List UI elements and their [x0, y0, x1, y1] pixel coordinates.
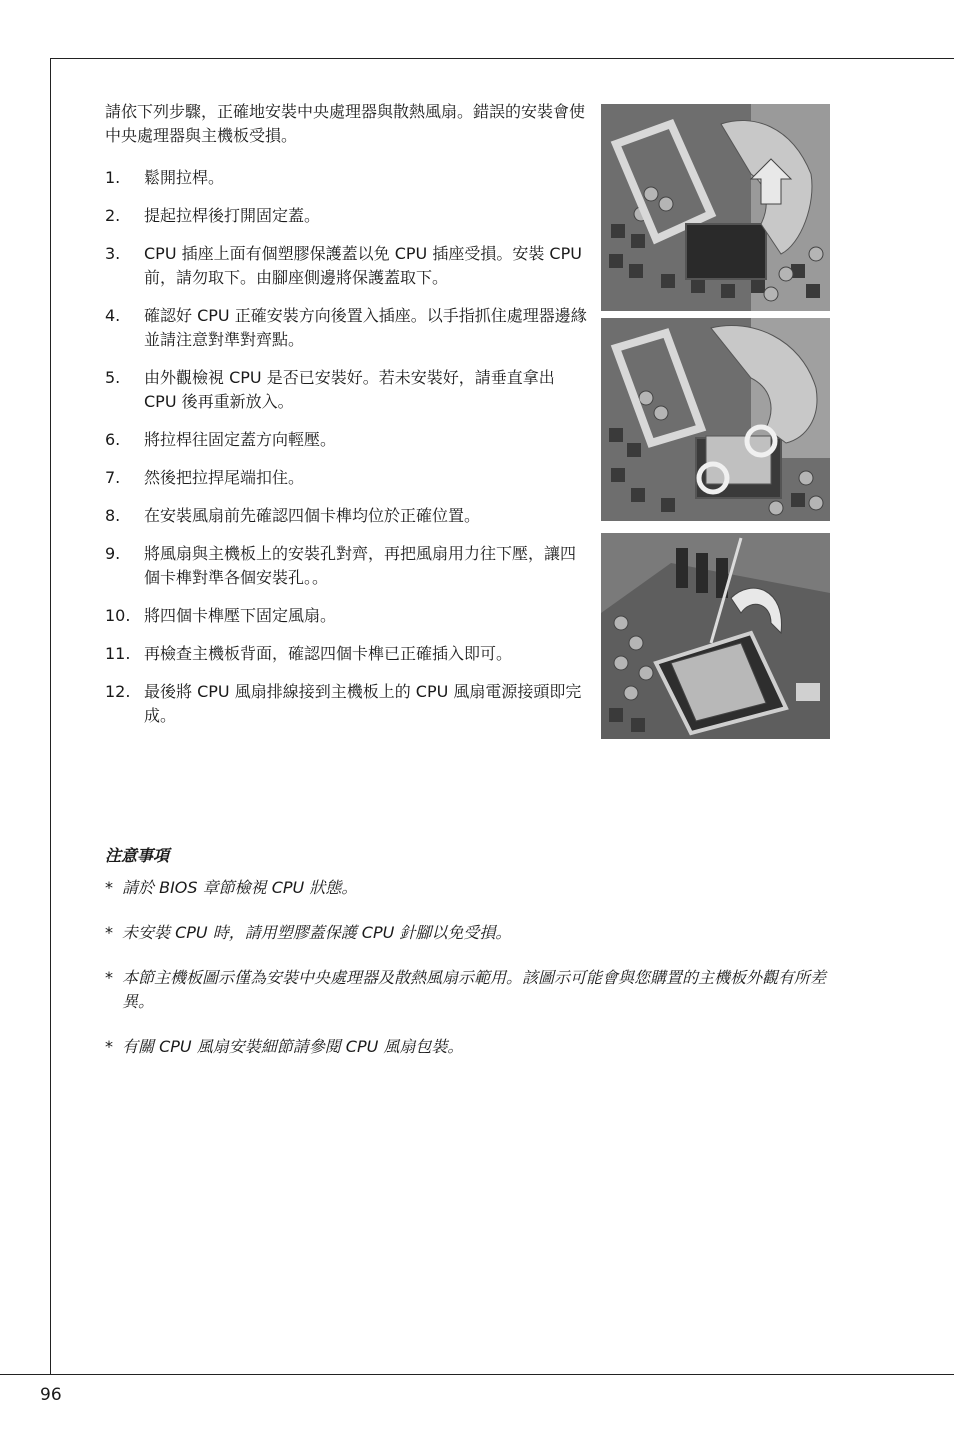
installation-steps — [105, 166, 590, 742]
step-item — [105, 304, 590, 352]
step-text: 在安裝風扇前先確認四個卡榫均位於正確位置。 — [144, 506, 481, 525]
step-item — [105, 542, 590, 590]
step-text: 然後把拉捍尾端扣住。 — [144, 468, 305, 487]
step-text: 再檢查主機板背面，確認四個卡榫已正確插入即可。 — [144, 644, 513, 663]
note-bullet: * — [105, 1037, 113, 1056]
page-number: 96 — [40, 1385, 62, 1405]
step-number: 8. — [105, 506, 121, 525]
step-item — [105, 642, 590, 666]
note-bullet: * — [105, 923, 113, 942]
step-item — [105, 466, 590, 490]
step-text: CPU 插座上面有個塑膠保護蓋以免 CPU 插座受損。安裝 CPU 前，請勿取下。由腳座側邊將保護蓋取下。 — [144, 244, 582, 287]
step-item — [105, 366, 590, 414]
note-text: 有關 CPU 風扇安裝細節請參閱 CPU 風扇包裝。 — [122, 1037, 464, 1056]
step-number: 2. — [105, 206, 121, 225]
step-text: 鬆開拉桿。 — [144, 168, 225, 187]
photo-insert-cpu — [601, 318, 830, 521]
notes-title: 注意事項 — [105, 846, 170, 865]
note-text: 未安裝 CPU 時，請用塑膠蓋保護 CPU 針腳以免受損。 — [122, 923, 512, 942]
step-item — [105, 242, 590, 290]
step-number: 6. — [105, 430, 121, 449]
step-number: 9. — [105, 544, 121, 563]
step-number: 11. — [105, 644, 131, 663]
step-item — [105, 204, 590, 228]
note-item — [105, 921, 835, 945]
step-number: 3. — [105, 244, 121, 263]
step-text: 將四個卡榫壓下固定風扇。 — [144, 606, 337, 625]
step-number: 4. — [105, 306, 121, 325]
note-item — [105, 966, 835, 1014]
bottom-rule — [0, 1374, 954, 1375]
step-number: 10. — [105, 606, 131, 625]
step-text: 將風扇與主機板上的安裝孔對齊，再把風扇用力往下壓，讓四個卡榫對準各個安裝孔。。 — [144, 544, 577, 587]
top-rule — [50, 58, 954, 59]
note-item — [105, 1035, 835, 1059]
step-text: 最後將 CPU 風扇排線接到主機板上的 CPU 風扇電源接頭即完成。 — [144, 682, 582, 725]
step-item — [105, 604, 590, 628]
step-item — [105, 166, 590, 190]
step-text: 確認好 CPU 正確安裝方向後置入插座。以手指抓住處理器邊緣並請注意對準對齊點。 — [144, 306, 587, 349]
note-bullet: * — [105, 878, 113, 897]
intro-paragraph: 請依下列步驟，正確地安裝中央處理器與散熱風扇。錯誤的安裝會使中央處理器與主機板受損。 — [105, 102, 586, 145]
note-bullet: * — [105, 968, 113, 987]
note-text: 請於 BIOS 章節檢視 CPU 狀態。 — [122, 878, 358, 897]
notes-list — [105, 876, 835, 1080]
step-number: 7. — [105, 468, 121, 487]
note-text: 本節主機板圖示僅為安裝中央處理器及散熱風扇示範用。該圖示可能會與您購置的主機板外觀有所差異。 — [122, 968, 827, 1011]
left-rule — [50, 58, 51, 1374]
photo-remove-socket-cover-image — [601, 104, 830, 311]
photo-remove-socket-cover — [601, 104, 830, 311]
photo-insert-cpu-image — [601, 318, 830, 521]
photo-close-lever-image — [601, 533, 830, 739]
note-item — [105, 876, 835, 900]
photo-close-lever — [601, 533, 830, 739]
step-item — [105, 504, 590, 528]
step-item — [105, 428, 590, 452]
step-number: 12. — [105, 682, 131, 701]
step-number: 5. — [105, 368, 121, 387]
step-text: 將拉桿往固定蓋方向輕壓。 — [144, 430, 337, 449]
step-number: 1. — [105, 168, 121, 187]
step-text: 提起拉桿後打開固定蓋。 — [144, 206, 321, 225]
step-text: 由外觀檢視 CPU 是否已安裝好。若未安裝好，請垂直拿出 CPU 後再重新放入。 — [144, 368, 555, 411]
step-item — [105, 680, 590, 728]
